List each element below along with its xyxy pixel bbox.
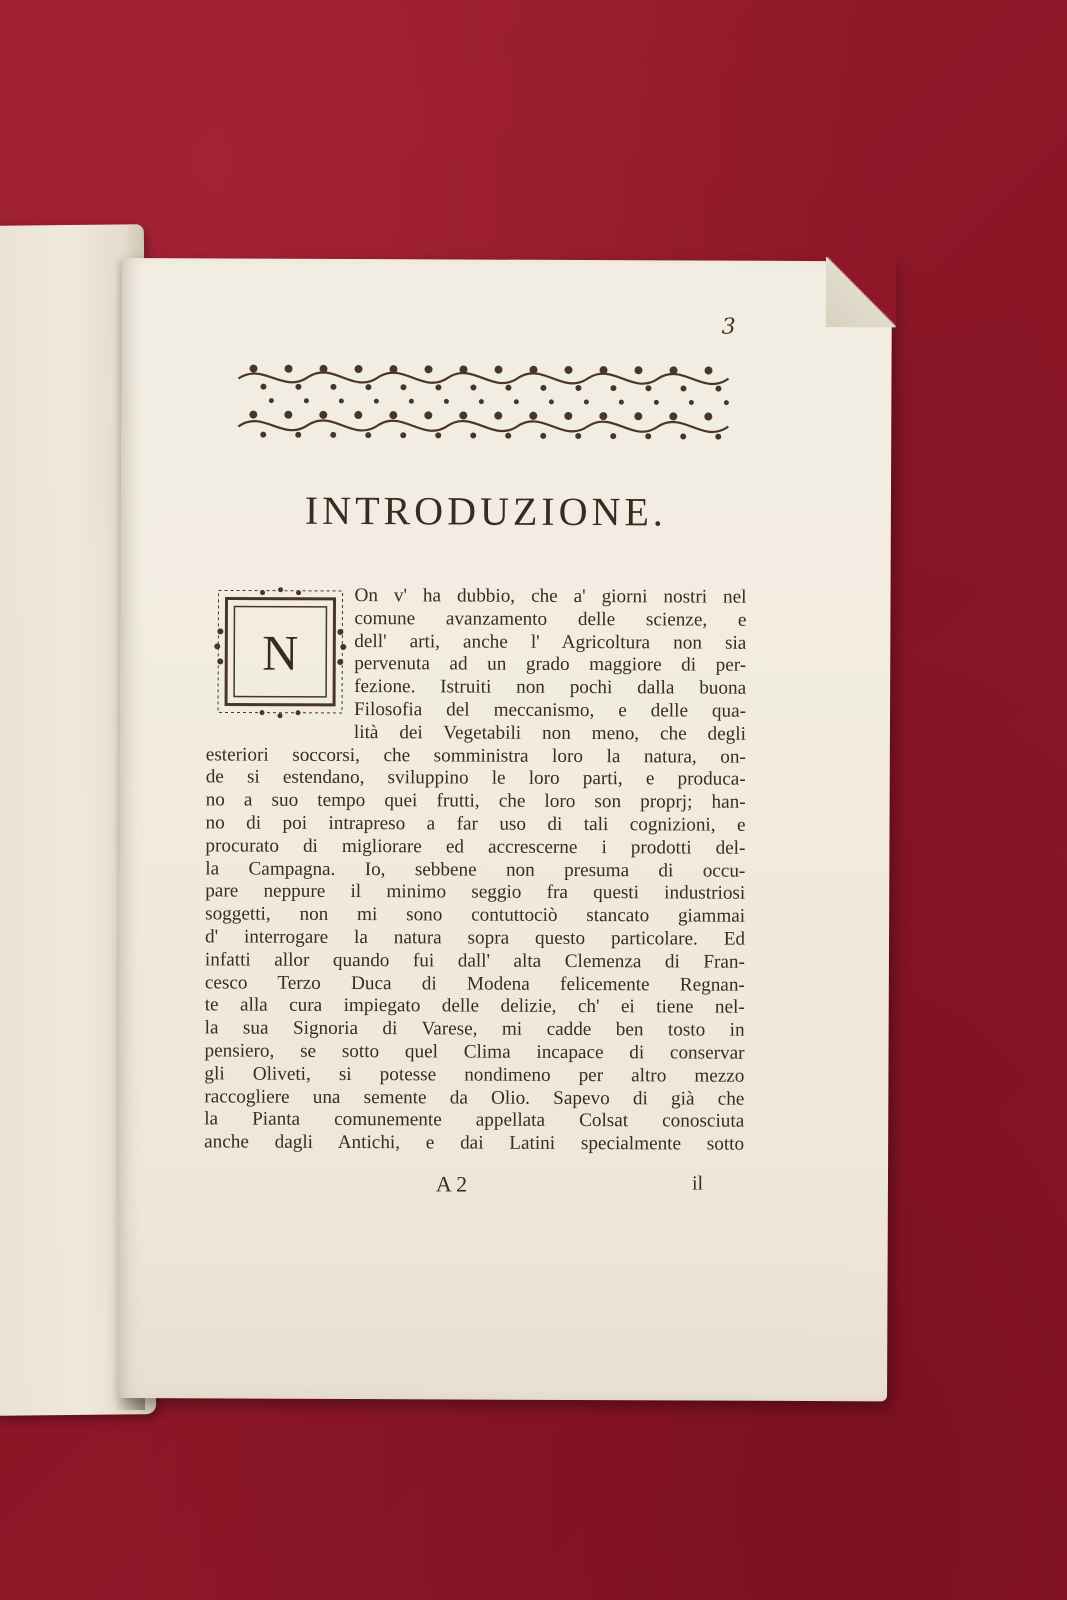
text-line: gli Oliveti, si potesse nondimeno per altro mezzo	[204, 1063, 745, 1087]
page-number: 3	[721, 314, 736, 340]
ornament-flower	[704, 413, 712, 421]
ornament-flower	[610, 385, 616, 391]
ornament-flower	[549, 399, 554, 404]
text-line: fezione. Istruiti non pochi dalla buona	[354, 676, 747, 699]
text-line: dell' arti, anche l' Agricoltura non sia	[354, 630, 747, 654]
ornament-flower	[470, 385, 476, 391]
ornament-flower	[295, 384, 301, 390]
ornament-flower	[564, 366, 572, 374]
text-line: d' interrogare la natura sopra questo particolare. Ed	[204, 926, 746, 950]
ornament-flower	[584, 400, 589, 405]
text-line: lità dei Vegetabili non meno, che degli	[353, 721, 746, 745]
ornament-flower	[540, 433, 546, 439]
ornament-flower	[494, 366, 502, 374]
ornament-flower	[715, 386, 721, 392]
ornament-flower	[704, 367, 712, 375]
ornament-flower	[645, 385, 651, 391]
text-line: la Campagna. Io, sebbene non presuma di occu-	[205, 857, 746, 882]
ornament-flower	[365, 432, 371, 438]
ornament-flower	[284, 411, 292, 419]
ornament-flower	[575, 385, 581, 391]
text-line: no a suo tempo quei frutti, che loro son proprj; han-	[205, 789, 746, 813]
text-line: esteriori soccorsi, che somministra loro la natura, on-	[205, 743, 746, 768]
text-line: Filosofia del meccanismo, e delle qua-	[353, 699, 747, 722]
ornament-flower	[689, 400, 694, 405]
text-line: no di poi intrapreso a far uso di tali cognizioni, e	[205, 812, 746, 836]
ornament-flower	[250, 365, 258, 373]
ornament-flower	[304, 398, 309, 403]
ornament-flower	[424, 365, 432, 373]
ornament-flower	[424, 411, 432, 419]
ornament-flower	[575, 433, 581, 439]
book-page	[117, 258, 892, 1401]
ornament-flower	[355, 365, 363, 373]
ornament-flower	[319, 411, 327, 419]
ornament-flower	[389, 411, 397, 419]
text-line: pare neppure il minimo seggio fra questi industriosi	[205, 880, 746, 905]
ornament-flower	[505, 385, 511, 391]
ornament-flower	[295, 432, 301, 438]
text-line: pervenuta ad un grado maggiore di per-	[354, 653, 747, 677]
ornament-flower	[409, 399, 414, 404]
ornament-flower	[459, 365, 467, 373]
ornament-flower	[400, 432, 406, 438]
ornament-flower	[564, 412, 572, 420]
ornament-flower	[320, 365, 328, 373]
ornament-flower	[514, 399, 519, 404]
ornament-flower	[249, 411, 257, 419]
ornament-flower	[400, 384, 406, 390]
text-line: la Pianta comunemente appellata Colsat conosciuta	[204, 1108, 745, 1133]
ornament-flower	[540, 385, 546, 391]
ornament-flower	[529, 412, 537, 420]
ornament-flower	[724, 400, 729, 405]
ornament-flower	[680, 433, 686, 439]
ornament-flower	[494, 412, 502, 420]
text-line: raccogliere una semente da Olio. Sapevo di già che	[204, 1085, 745, 1110]
ornament-flower	[459, 411, 467, 419]
ornament-flower	[680, 385, 686, 391]
ornament-flower	[610, 433, 616, 439]
ornament-flower	[715, 434, 721, 440]
ornament-flower	[269, 398, 274, 403]
ornament-flower	[645, 433, 651, 439]
ornament-flower	[390, 365, 398, 373]
text-line: anche dagli Antichi, e dai Latini specialmente sotto	[204, 1131, 745, 1155]
text-line: cesco Terzo Duca di Modena felicemente Regnan-	[204, 971, 745, 996]
ornament-flower	[634, 366, 642, 374]
catchword: il	[691, 1172, 704, 1195]
text-line: procurato di migliorare ed accrescerne i prodotti del-	[205, 835, 746, 859]
text-line: comune avanzamento delle scienze, e	[354, 607, 747, 631]
ornament-flower	[619, 400, 624, 405]
ornament-flower	[374, 399, 379, 404]
initial-letter: N	[262, 624, 299, 681]
text-line: la sua Signoria di Varese, mi cadde ben tosto in	[204, 1017, 745, 1041]
ornament-flower	[260, 384, 266, 390]
ornament-flower	[354, 411, 362, 419]
text-line: pensiero, se sotto quel Clima incapace di conservar	[204, 1040, 745, 1064]
ornament-flower	[470, 433, 476, 439]
ornament-flower	[330, 432, 336, 438]
text-line: infatti allor quando fui dall' alta Clemenza di Fran-	[204, 949, 745, 973]
ornament-flower	[435, 432, 441, 438]
floral-headpiece-ornament	[233, 356, 733, 450]
ornament-flower	[285, 365, 293, 373]
body-text	[204, 584, 746, 1156]
ornament-flower	[365, 384, 371, 390]
ornament-flower	[669, 412, 677, 420]
ornament-flower	[654, 400, 659, 405]
text-line: de si estendano, sviluppino le loro parti, e produca-	[205, 766, 746, 791]
text-line: On v' ha dubbio, che a' giorni nostri nel	[354, 585, 747, 608]
text-line: te alla cura impiegato delle delizie, ch' ei tiene nel-	[204, 994, 745, 1019]
ornament-flower	[444, 399, 449, 404]
signature-mark: A 2	[435, 1171, 468, 1197]
ornament-flower	[599, 366, 607, 374]
ornament-flower	[260, 432, 266, 438]
ornament-flower	[529, 366, 537, 374]
ornament-flower	[599, 412, 607, 420]
ornament-flower	[479, 399, 484, 404]
ornament-flower	[669, 366, 677, 374]
page-title: INTRODUZIONE.	[304, 487, 667, 535]
text-line: soggetti, non mi sono contuttociò stancato giammai	[205, 903, 746, 927]
ornament-flower	[634, 412, 642, 420]
ornament-flower	[330, 384, 336, 390]
ornament-flower	[339, 398, 344, 403]
ornament-flower	[505, 433, 511, 439]
folded-corner	[826, 257, 896, 327]
ornament-flower	[435, 384, 441, 390]
